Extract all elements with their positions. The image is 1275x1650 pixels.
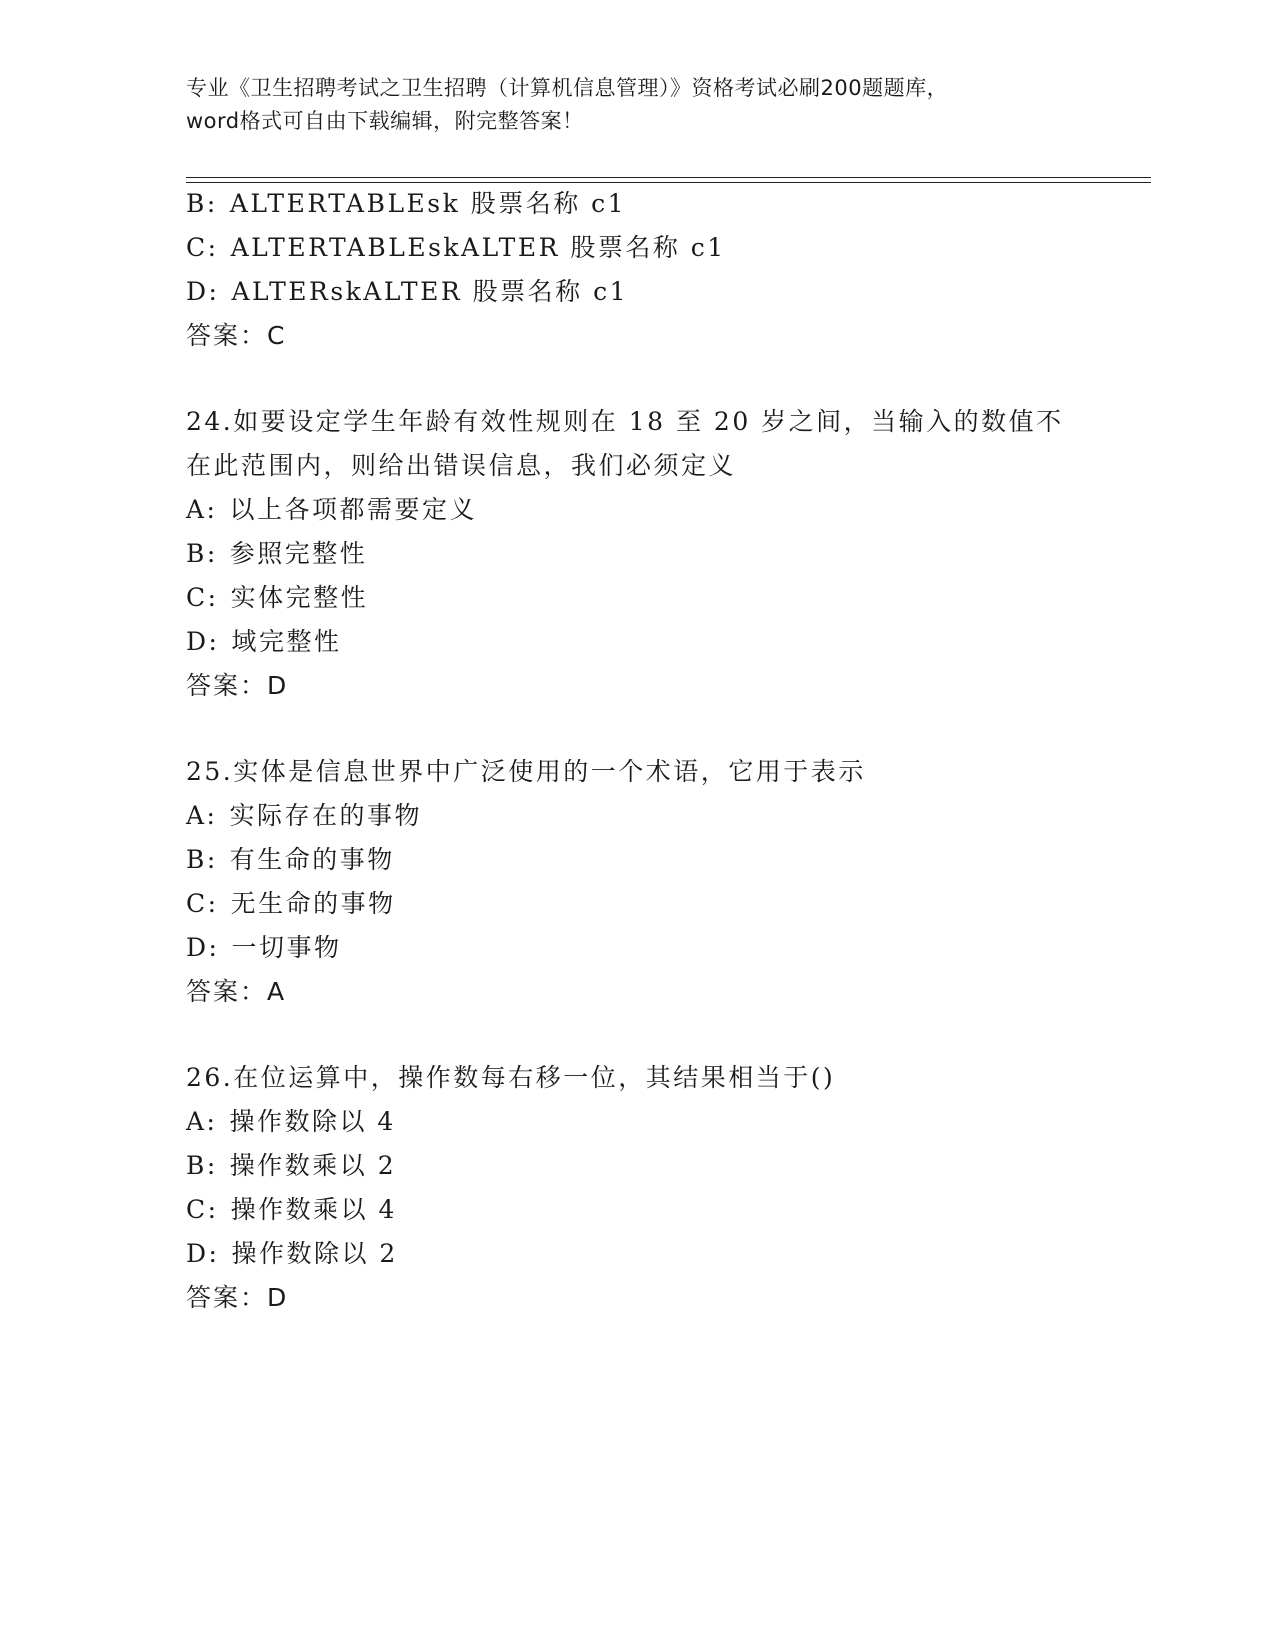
q24-option-a: A: 以上各项都需要定义 — [186, 495, 477, 524]
q24-stem-line-2: 在此范围内，则给出错误信息，我们必须定义 — [186, 451, 737, 480]
document-header — [186, 72, 1086, 138]
q23-answer: 答案：C — [186, 321, 287, 350]
header-line-1: 专业《卫生招聘考试之卫生招聘（计算机信息管理）》资格考试必刷200题题库， — [186, 76, 949, 100]
q23-option-c: C: ALTERTABLEskALTER 股票名称 c1 — [186, 233, 726, 262]
q24-option-b: B: 参照完整性 — [186, 539, 368, 568]
q26-option-a: A: 操作数除以 4 — [186, 1107, 396, 1136]
header-line-2: word格式可自由下载编辑，附完整答案！ — [186, 109, 584, 133]
q25-option-b: B: 有生命的事物 — [186, 845, 395, 874]
q26-stem-line-1: 26.在位运算中，操作数每右移一位，其结果相当于() — [186, 1063, 836, 1092]
q25-option-a: A: 实际存在的事物 — [186, 801, 422, 830]
q24-answer: 答案：D — [186, 671, 289, 700]
header-divider-bottom — [186, 182, 1151, 183]
q24-option-c: C: 实体完整性 — [186, 583, 369, 612]
q26-option-d: D: 操作数除以 2 — [186, 1239, 398, 1268]
q25-answer: 答案：A — [186, 977, 287, 1006]
q25-option-d: D: 一切事物 — [186, 933, 342, 962]
q23-option-b: B: ALTERTABLEsk 股票名称 c1 — [186, 189, 627, 218]
q26-option-b: B: 操作数乘以 2 — [186, 1151, 397, 1180]
q25-option-c: C: 无生命的事物 — [186, 889, 396, 918]
q26-answer: 答案：D — [186, 1283, 289, 1312]
q25-stem-line-1: 25.实体是信息世界中广泛使用的一个术语，它用于表示 — [186, 757, 866, 786]
q26-option-c: C: 操作数乘以 4 — [186, 1195, 397, 1224]
q23-option-d: D: ALTERskALTER 股票名称 c1 — [186, 277, 628, 306]
header-divider-top — [186, 177, 1151, 178]
q24-option-d: D: 域完整性 — [186, 627, 342, 656]
q24-stem-line-1: 24.如要设定学生年龄有效性规则在 18 至 20 岁之间，当输入的数值不 — [186, 407, 1064, 436]
